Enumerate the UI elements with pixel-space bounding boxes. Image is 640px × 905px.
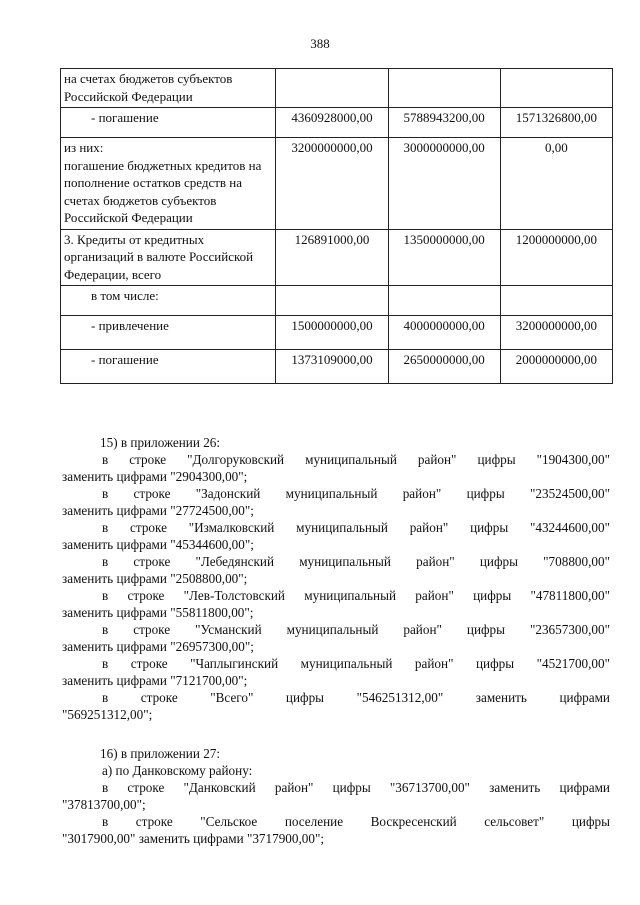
value-cell: 1500000000,00 bbox=[276, 316, 388, 350]
item-line-2: заменить цифрами "55811800,00"; bbox=[62, 605, 254, 620]
row-label: - погашение bbox=[61, 108, 276, 138]
section-16 bbox=[62, 745, 610, 847]
value-cell: 1200000000,00 bbox=[500, 229, 612, 286]
row-label: на счетах бюджетов субъектов Российской Федерации bbox=[61, 69, 276, 108]
value-cell bbox=[388, 286, 500, 316]
item-line-2: заменить цифрами "2508800,00"; bbox=[62, 571, 248, 586]
item-line-2: заменить цифрами "45344600,00"; bbox=[62, 537, 254, 552]
section-15-item bbox=[62, 519, 610, 553]
table-row bbox=[61, 316, 613, 350]
section-16-subheading: а) по Данковскому району: bbox=[102, 763, 253, 778]
value-cell: 2650000000,00 bbox=[388, 350, 500, 384]
value-cell: 1350000000,00 bbox=[388, 229, 500, 286]
section-15-item bbox=[62, 655, 610, 689]
row-label: - привлечение bbox=[61, 316, 276, 350]
row-label: в том числе: bbox=[61, 286, 276, 316]
table-row bbox=[61, 286, 613, 316]
value-cell bbox=[500, 286, 612, 316]
item-line-2: "37813700,00"; bbox=[62, 797, 146, 812]
table-row bbox=[61, 138, 613, 230]
value-cell bbox=[500, 69, 612, 108]
value-cell: 3200000000,00 bbox=[276, 138, 388, 230]
item-line-1: в строке "Данковский район" цифры "36713700,00" заменить цифрами bbox=[102, 780, 610, 795]
value-cell: 4000000000,00 bbox=[388, 316, 500, 350]
item-line-2: заменить цифрами "27724500,00"; bbox=[62, 503, 254, 518]
table-row bbox=[61, 229, 613, 286]
row-label: - погашение bbox=[61, 350, 276, 384]
item-line-1: в строке "Усманский муниципальный район" цифры "23657300,00" bbox=[102, 622, 610, 637]
value-cell: 126891000,00 bbox=[276, 229, 388, 286]
row-label: 3. Кредиты от кредитных организаций в валюте Российской Федерации, всего bbox=[61, 229, 276, 286]
item-line-1: в строке "Сельское поселение Воскресенский сельсовет" цифры bbox=[102, 814, 610, 829]
section-15-item bbox=[62, 587, 610, 621]
value-cell bbox=[388, 69, 500, 108]
value-cell: 5788943200,00 bbox=[388, 108, 500, 138]
item-line-1: в строке "Задонский муниципальный район" цифры "23524500,00" bbox=[102, 486, 610, 501]
value-cell: 4360928000,00 bbox=[276, 108, 388, 138]
table-row bbox=[61, 108, 613, 138]
page-number: 388 bbox=[310, 36, 330, 51]
item-line-1: в строке "Лебедянский муниципальный район" цифры "708800,00" bbox=[102, 554, 610, 569]
item-line-2: "569251312,00"; bbox=[62, 707, 153, 722]
section-15-item bbox=[62, 451, 610, 485]
value-cell: 1571326800,00 bbox=[500, 108, 612, 138]
row-label: из них: погашение бюджетных кредитов на пополнение остатков средств на счетах бюджетов субъектов Российской Федерации bbox=[61, 138, 276, 230]
section-16-item bbox=[62, 779, 610, 813]
table-row bbox=[61, 69, 613, 108]
section-16-item bbox=[62, 813, 610, 847]
section-15-heading: 15) в приложении 26: bbox=[100, 435, 221, 450]
item-line-1: в строке "Измалковский муниципальный район" цифры "43244600,00" bbox=[102, 520, 610, 535]
budget-table bbox=[60, 68, 613, 384]
value-cell: 1373109000,00 bbox=[276, 350, 388, 384]
item-line-2: "3017900,00" заменить цифрами "3717900,00"; bbox=[62, 831, 325, 846]
section-15-item bbox=[62, 485, 610, 519]
section-15-item bbox=[62, 553, 610, 587]
value-cell bbox=[276, 286, 388, 316]
value-cell: 3000000000,00 bbox=[388, 138, 500, 230]
value-cell: 0,00 bbox=[500, 138, 612, 230]
item-line-1: в строке "Чаплыгинский муниципальный район" цифры "4521700,00" bbox=[102, 656, 610, 671]
item-line-2: заменить цифрами "26957300,00"; bbox=[62, 639, 254, 654]
value-cell bbox=[276, 69, 388, 108]
item-line-1: в строке "Лев-Толстовский муниципальный район" цифры "47811800,00" bbox=[102, 588, 610, 603]
value-cell: 3200000000,00 bbox=[500, 316, 612, 350]
section-15-item bbox=[62, 689, 610, 723]
item-line-2: заменить цифрами "7121700,00"; bbox=[62, 673, 248, 688]
section-16-heading: 16) в приложении 27: bbox=[100, 746, 221, 761]
section-15 bbox=[62, 434, 610, 723]
item-line-1: в строке "Всего" цифры "546251312,00" заменить цифрами bbox=[102, 690, 610, 705]
table-row bbox=[61, 350, 613, 384]
item-line-2: заменить цифрами "2904300,00"; bbox=[62, 469, 248, 484]
budget-table-body bbox=[61, 69, 613, 384]
value-cell: 2000000000,00 bbox=[500, 350, 612, 384]
section-15-item bbox=[62, 621, 610, 655]
item-line-1: в строке "Долгоруковский муниципальный район" цифры "1904300,00" bbox=[102, 452, 610, 467]
